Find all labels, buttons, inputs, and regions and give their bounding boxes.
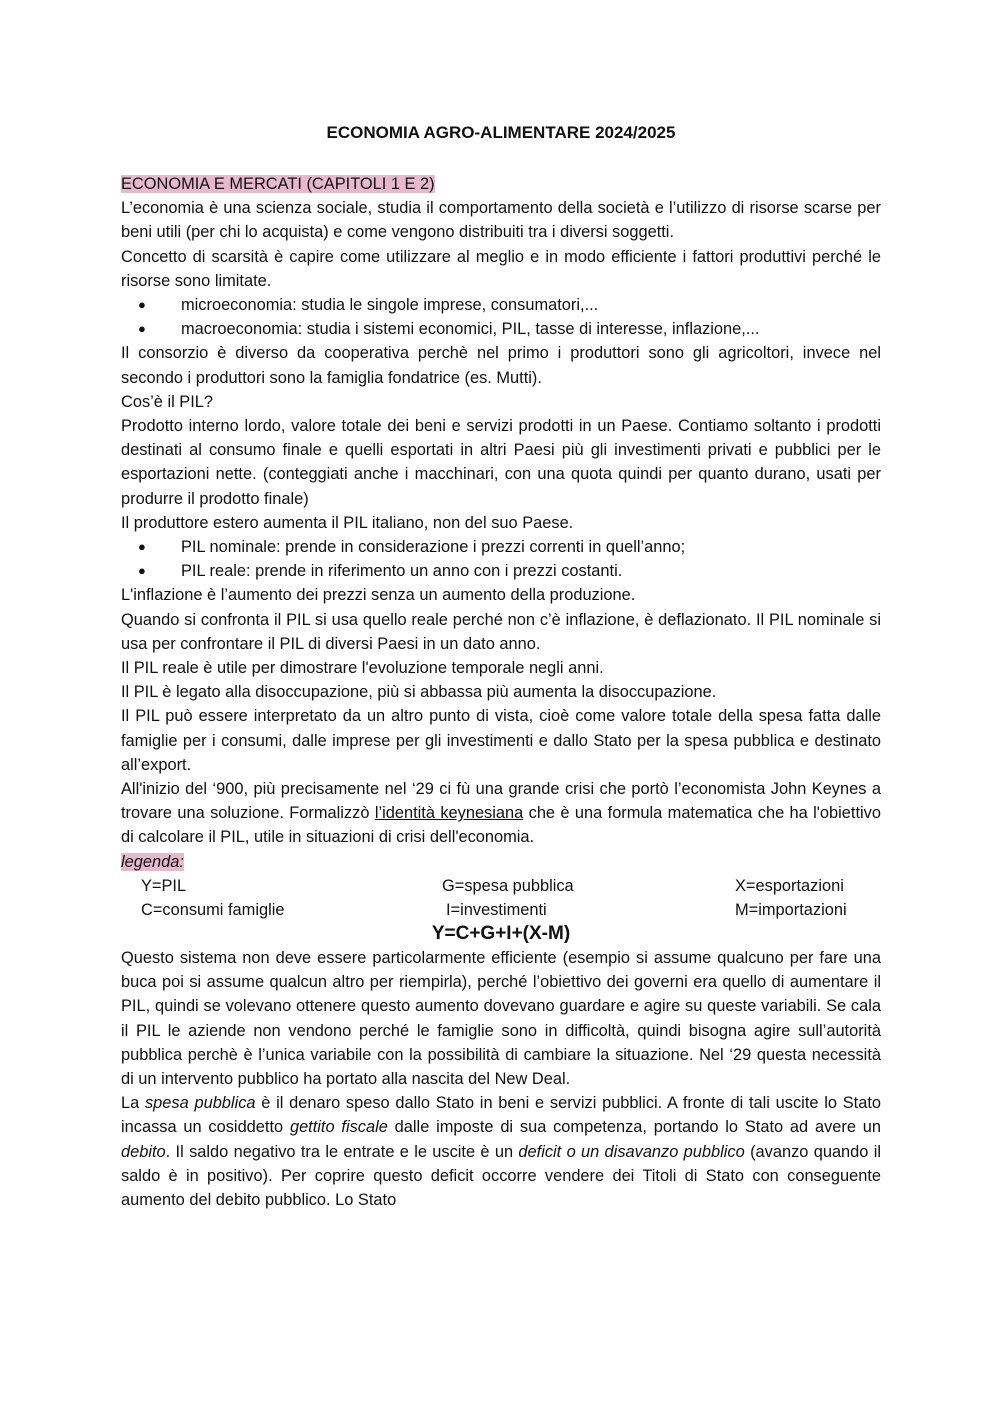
paragraph-consorzio: Il consorzio è diverso da cooperativa perchè nel primo i produttori sono gli agricoltori, invece nel secondo i produttori sono la famiglia fondatrice (es. Mutti). <box>121 344 881 387</box>
text-run: La <box>121 1094 145 1113</box>
italic-term: gettito fiscale <box>289 1118 388 1137</box>
paragraph-produttore-estero: Il produttore estero aumenta il PIL italiano, non del suo Paese. <box>121 513 574 532</box>
italic-term: deficit o un disavanzo pubblico <box>518 1142 745 1161</box>
keynes-text-after: che è una formula matematica che ha l'obiettivo di calcolare il PIL, utile in situazioni di crisi dell'economia. <box>121 804 881 847</box>
legend-item-x: X=esportazioni <box>735 876 844 895</box>
legend-grid <box>121 874 881 922</box>
paragraph-disoccupazione: Il PIL è legato alla disoccupazione, più si abbassa più aumenta la disoccupazione. <box>121 683 717 702</box>
legend-item-c: C=consumi famiglie <box>141 900 285 919</box>
keynes-text-before: All'inizio del ‘900, più precisamente nel ‘29 ci fù una grande crisi che portò l’economista John Keynes a trovare una soluzione. Formalizzò <box>121 780 881 823</box>
text-run: è il denaro speso dallo Stato in beni e servizi pubblici. A fronte di tali uscite lo Stato incassa un cosiddetto <box>121 1094 881 1137</box>
text-run: . Il saldo negativo tra le entrate e le uscite è un <box>165 1142 519 1161</box>
paragraph-scarsita: Concetto di scarsità è capire come utilizzare al meglio e in modo efficiente i fattori produttivi perché le risorse sono limitate. <box>121 247 881 290</box>
paragraph-pil-reale: Il PIL reale è utile per dimostrare l'evoluzione temporale negli anni. <box>121 659 604 678</box>
paragraph-economia: L’economia è una scienza sociale, studia il comportamento della società e l’utilizzo di risorse scarse per beni utili (per chi lo acquista) e come vengono distribuiti tra i diversi soggetti. <box>121 199 881 242</box>
section-heading: ECONOMIA E MERCATI (CAPITOLI 1 E 2) <box>121 175 435 193</box>
bullet-list-economia <box>121 293 881 341</box>
formula-keynesiana: Y=C+G+I+(X-M) <box>431 922 571 944</box>
italic-term: spesa pubblica <box>144 1094 256 1113</box>
document-title: ECONOMIA AGRO-ALIMENTARE 2024/2025 <box>326 123 676 142</box>
paragraph-question-pil: Cos’è il PIL? <box>121 392 214 411</box>
list-item: ● PIL reale: prende in riferimento un anno con i prezzi costanti. <box>121 559 881 583</box>
paragraph-keynes <box>121 777 881 850</box>
legend-item-m: M=importazioni <box>735 900 847 919</box>
legend-item-y: Y=PIL <box>141 876 187 895</box>
keynes-identity-link: l’identità keynesiana <box>374 804 524 823</box>
paragraph-pil-spesa: Il PIL può essere interpretato da un altro punto di vista, cioè come valore totale della spesa fatta dalle famiglie per i consumi, dalle imprese per gli investimenti e dallo Stato per la spesa pubblica e destinato all’export. <box>121 707 881 774</box>
paragraph-spesa-pubblica <box>121 1091 881 1212</box>
legend-item-g: G=spesa pubblica <box>442 876 574 895</box>
list-item: ● macroeconomia: studia i sistemi economici, PIL, tasse di interesse, inflazione,... <box>121 317 881 341</box>
document-body <box>121 172 881 1212</box>
paragraph-pil-definizione: Prodotto interno lordo, valore totale dei beni e servizi prodotti in un Paese. Contiamo soltanto i prodotti destinati al consumo finale e quelli esportati in altri Paesi più gli investimenti privati e pubblici per le esportazioni nette. (conteggiati anche i macchinari, con una quota quindi per quanto durano, usati per produrre il prodotto finale) <box>121 417 881 508</box>
legend-item-i: I=investimenti <box>446 900 547 919</box>
legend-label: legenda: <box>121 852 184 871</box>
bullet-list-pil <box>121 535 881 583</box>
text-run: dalle imposte di sua competenza, portando lo Stato ad avere un <box>387 1118 882 1137</box>
list-item: ● PIL nominale: prende in considerazione i prezzi correnti in quell’anno; <box>121 535 881 559</box>
list-item: ● microeconomia: studia le singole imprese, consumatori,... <box>121 293 881 317</box>
paragraph-sistema: Questo sistema non deve essere particolarmente efficiente (esempio si assume qualcuno per fare una buca poi si assume qualcun altro per riempirla), perché l’obiettivo dei governi era quello di aumentare il PIL, quindi se volevano ottenere questo aumento dovevano guardare e agire su queste variabili. Se cala il PIL le aziende non vendono perché le famiglie sono in difficoltà, quindi bisogna agire sull’autorità pubblica perchè è l’unica variabile con la possibilità di cambiare la situazione. Nel ‘29 questa necessità di un intervento pubblico ha portato alla nascita del New Deal. <box>121 948 881 1088</box>
paragraph-inflazione: L'inflazione è l’aumento dei prezzi senza un aumento della produzione. <box>121 586 636 605</box>
text-run: (avanzo quando il saldo è in positivo). Per coprire questo deficit occorre vendere dei Titoli di Stato con conseguente aumento del debito pubblico. Lo Stato <box>121 1142 882 1209</box>
paragraph-pil-confronto: Quando si confronta il PIL si usa quello reale perché non c’è inflazione, è deflazionato. Il PIL nominale si usa per confrontare il PIL di diversi Paesi in un dato anno. <box>121 610 881 653</box>
italic-term: debito <box>121 1142 166 1161</box>
